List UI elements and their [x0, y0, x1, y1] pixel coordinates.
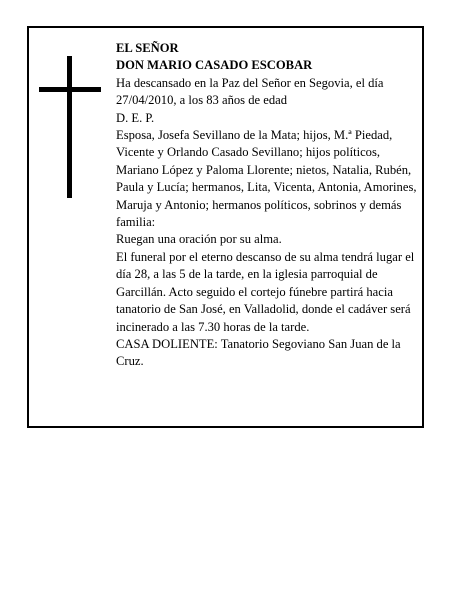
obituary-text: [116, 40, 418, 371]
obituary-title: EL SEÑOR: [116, 41, 179, 55]
funeral-details: El funeral por el eterno descanso de su alma tendrá lugar el día 28, a las 5 de la tarde, en la iglesia parroquial de Garcillán. Acto seguido el cortejo fúnebre partirá hacia tanatorio de San José, en Valladolid, donde el cadáver será incinerado a las 7.30 horas de la tarde.: [116, 249, 415, 334]
prayer-request: Ruegan una oración por su alma.: [116, 232, 282, 247]
cross-icon: [39, 56, 101, 198]
mourning-house: CASA DOLIENTE: Tanatorio Segoviano San Juan de la Cruz.: [116, 336, 401, 369]
family-list: Esposa, Josefa Sevillano de la Mata; hijos, M.ª Piedad, Vicente y Orlando Casado Sevillano; hijos políticos, Mariano López y Paloma Llorente; nietos, Natalia, Rubén, Paula y Lucía; hermanos, Lita, Vicenta, Antonia, Amorines, Maruja y Antonio; hermanos políticos, sobrinos y demás familia:: [116, 128, 417, 230]
cross-vertical-bar: [67, 56, 72, 198]
deceased-name: DON MARIO CASADO ESCOBAR: [116, 58, 313, 73]
death-announcement: Ha descansado en la Paz del Señor en Segovia, el día 27/04/2010, a los 83 años de edad: [116, 75, 384, 108]
cross-horizontal-bar: [39, 87, 101, 92]
rip-line: D. E. P.: [116, 110, 155, 125]
obituary-notice: [27, 26, 424, 428]
